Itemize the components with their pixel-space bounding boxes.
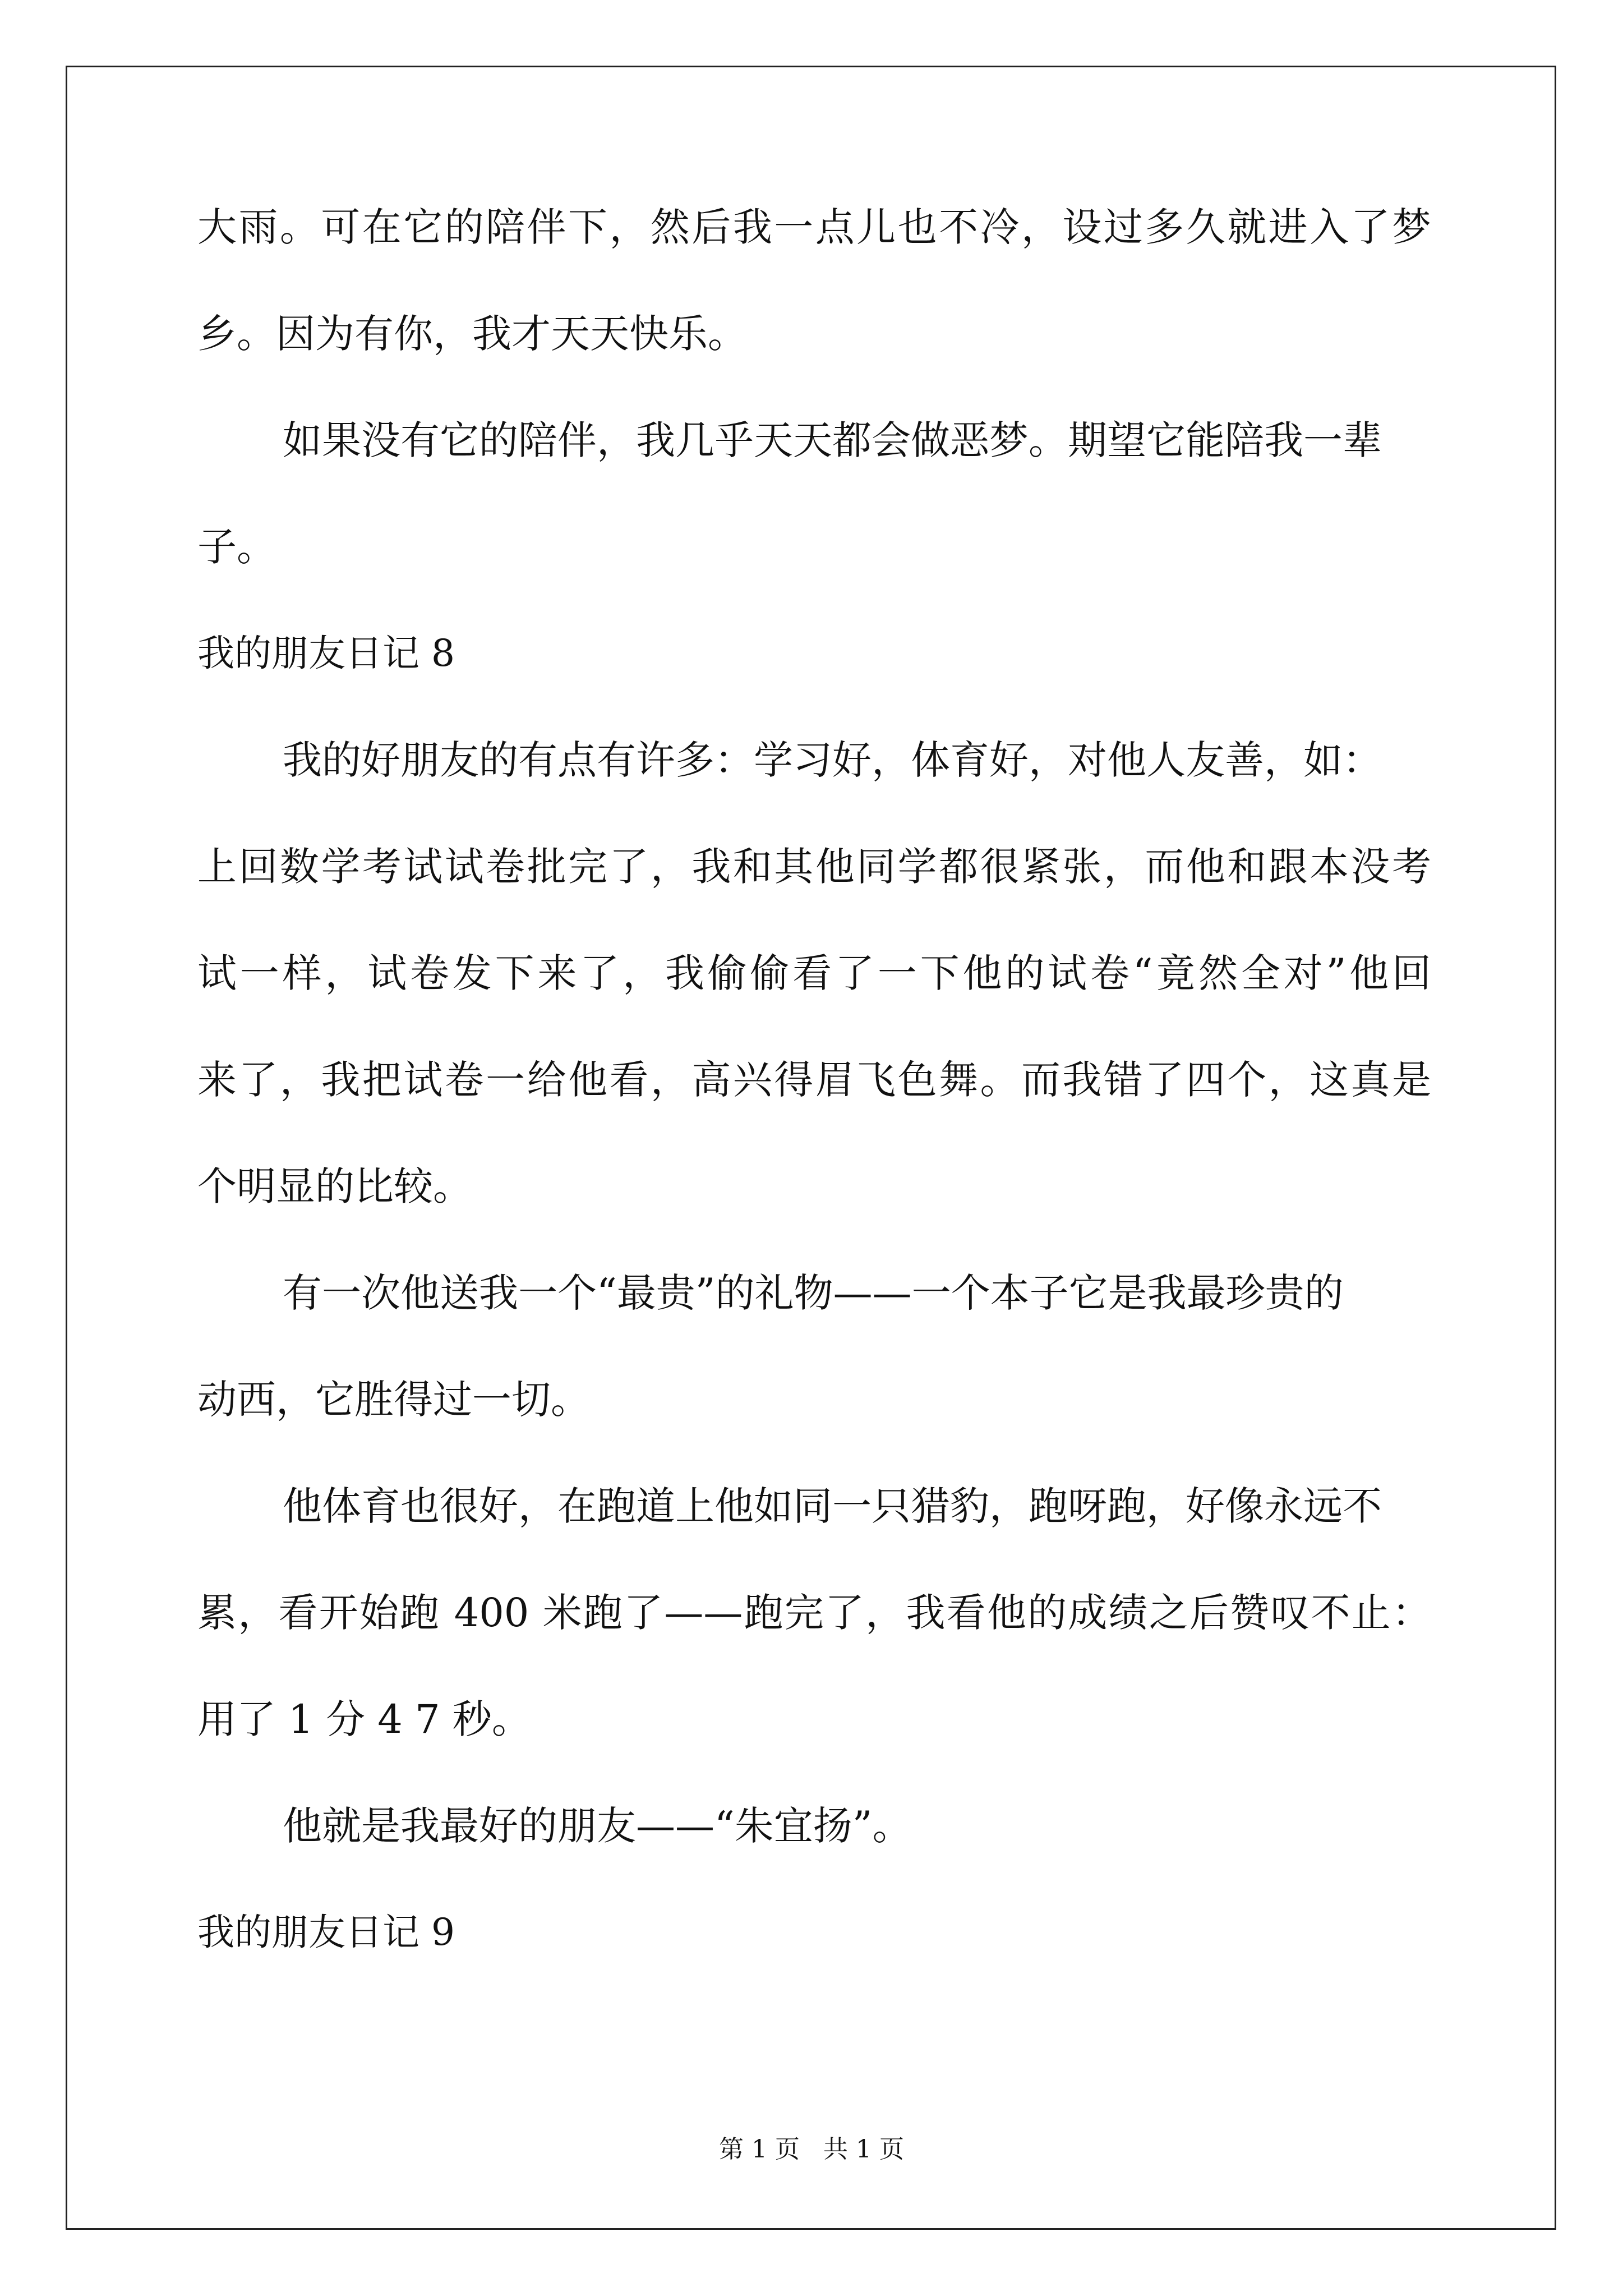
section-heading-8: 我的朋友日记 8 xyxy=(197,632,455,675)
text-line-10: 个明显的比较。 xyxy=(197,1163,472,1209)
text-line-1: 大雨。可在它的陪伴下，然后我一点儿也不冷，设过多久就进入了梦 xyxy=(197,204,1431,250)
document-body xyxy=(197,204,1431,1954)
text-line-11: 有一次他送我一个“最贵”的礼物——一个本子它是我最珍贵的 xyxy=(283,1270,1344,1316)
text-line-12: 动西，它胜得过一切。 xyxy=(197,1377,590,1423)
text-line-4: 子。 xyxy=(197,524,276,570)
text-line-8: 试一样，试卷发下来了，我偷偷看了一下他的试卷“竟然全对”他回 xyxy=(197,950,1431,996)
section-heading-9: 我的朋友日记 9 xyxy=(197,1911,455,1954)
text-line-7: 上回数学考试试卷批完了，我和其他同学都很紧张，而他和跟本没考 xyxy=(197,844,1431,890)
page-footer: 第 1 页 共 1 页 xyxy=(719,2135,904,2164)
text-line-3: 如果没有它的陪伴，我几乎天天都会做恶梦。期望它能陪我一辈 xyxy=(283,417,1382,463)
text-line-6: 我的好朋友的有点有许多：学习好，体育好，对他人友善，如： xyxy=(283,737,1382,783)
text-line-16: 他就是我最好的朋友——“朱宜扬”。 xyxy=(283,1803,912,1849)
text-line-9: 来了，我把试卷一给他看，高兴得眉飞色舞。而我错了四个，这真是 xyxy=(197,1057,1431,1103)
text-line-15: 用了 1 分 4 7 秒。 xyxy=(197,1696,531,1742)
text-line-2: 乡。因为有你，我才天天快乐。 xyxy=(197,311,747,357)
text-line-14: 累，看开始跑 400 米跑了——跑完了，我看他的成绩之后赞叹不止： xyxy=(197,1590,1431,1636)
text-line-13: 他体育也很好，在跑道上他如同一只猎豹，跑呀跑，好像永远不 xyxy=(283,1483,1382,1529)
